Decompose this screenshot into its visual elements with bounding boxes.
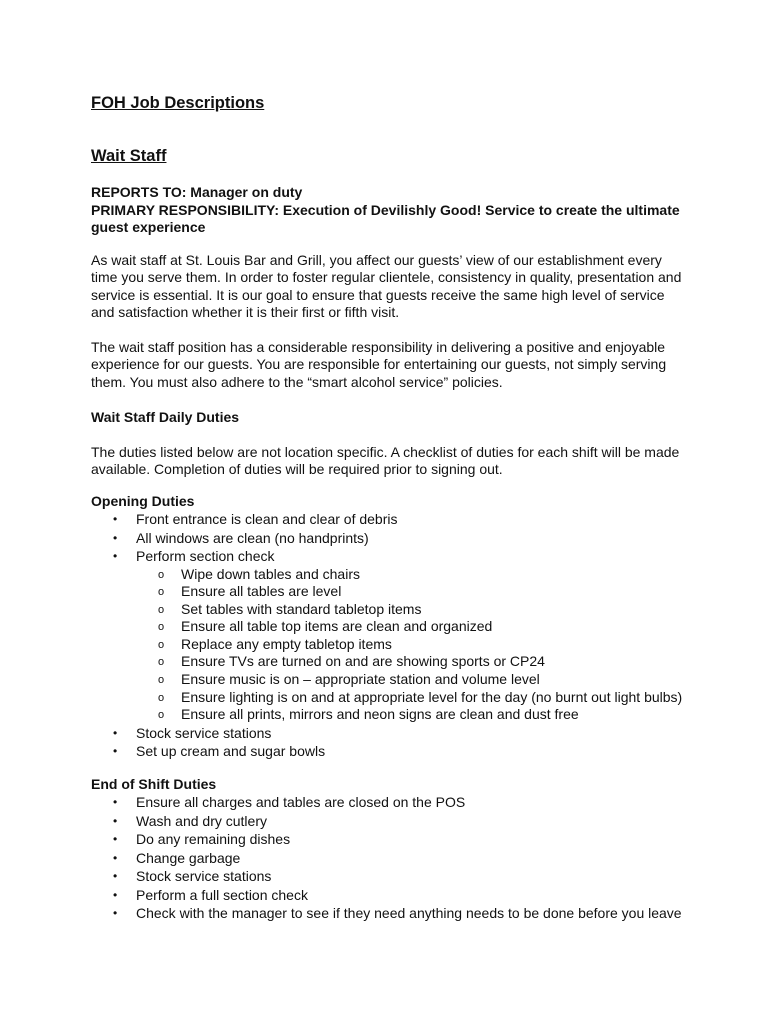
bullet-icon: • <box>113 725 118 740</box>
list-item <box>91 793 691 812</box>
sublist-item-text: Ensure TVs are turned on and are showing sports or CP24 <box>181 653 545 670</box>
sublist-item <box>136 671 691 689</box>
list-item <box>91 724 691 743</box>
bullet-icon: • <box>113 744 118 759</box>
bullet-icon: • <box>113 530 118 545</box>
bullet-icon: • <box>113 795 118 810</box>
sublist-item <box>136 653 691 671</box>
sublist-item <box>136 601 691 619</box>
list-item-text: Wash and dry cutlery <box>136 812 267 829</box>
list-item-text: Check with the manager to see if they need anything needs to be done before you leave <box>136 905 682 922</box>
daily-duties-heading: Wait Staff Daily Duties <box>91 409 240 425</box>
responsibility-paragraph: The wait staff position has a considerable responsibility in delivering a positive and enjoyable experience for our guests. You are responsible for entertaining our guests, not simply serving them. You must also adhere to the “smart alcohol service” policies. <box>91 338 667 390</box>
list-item <box>91 849 691 868</box>
circle-bullet-icon: o <box>158 603 165 616</box>
intro-paragraph: As wait staff at St. Louis Bar and Grill, you affect our guests’ view of our establishment every time you serve them. In order to foster regular clientele, consistency in quality, presentation and service is essential. It is our goal to ensure that guests receive the same high level of service and satisfaction whether it is their first or fifth visit. <box>91 251 682 320</box>
circle-bullet-icon: o <box>158 656 165 669</box>
list-item <box>91 742 691 761</box>
list-item-text: Stock service stations <box>136 724 272 741</box>
list-item <box>91 547 691 724</box>
circle-bullet-icon: o <box>158 586 165 599</box>
reports-to-line: REPORTS TO: Manager on duty <box>91 184 303 200</box>
list-item <box>91 510 691 529</box>
sublist-item-text: Ensure music is on – appropriate station and volume level <box>181 671 540 688</box>
circle-bullet-icon: o <box>158 638 165 651</box>
end-of-shift-duties-heading: End of Shift Duties <box>91 775 217 792</box>
section-title-wait-staff: Wait Staff <box>91 147 167 165</box>
list-item-text: Perform section check <box>136 548 275 564</box>
list-item-text: Stock service stations <box>136 868 272 885</box>
circle-bullet-icon: o <box>158 691 165 704</box>
bullet-icon: • <box>113 549 118 563</box>
circle-bullet-icon: o <box>158 674 165 687</box>
list-item-text: Perform a full section check <box>136 886 308 903</box>
daily-duties-paragraph: The duties listed below are not location specific. A checklist of duties for each shift will be made available. Completion of duties will be required prior to signing out. <box>91 443 680 477</box>
circle-bullet-icon: o <box>158 621 165 634</box>
sublist-item-text: Wipe down tables and chairs <box>181 565 360 582</box>
bullet-icon: • <box>113 887 118 902</box>
bullet-icon: • <box>113 869 118 884</box>
sublist-item <box>136 706 691 724</box>
section-check-sublist <box>136 566 691 724</box>
list-item <box>91 904 691 923</box>
list-item <box>91 812 691 831</box>
list-item-text: Ensure all charges and tables are closed on the POS <box>136 794 466 811</box>
list-item-text: Do any remaining dishes <box>136 831 291 848</box>
list-item <box>91 529 691 548</box>
circle-bullet-icon: o <box>158 568 165 581</box>
bullet-icon: • <box>113 832 118 847</box>
sublist-item-text: Ensure all tables are level <box>181 583 342 600</box>
opening-duties-list <box>91 510 691 761</box>
primary-responsibility-line: PRIMARY RESPONSIBILITY: Execution of Devilishly Good! Service to create the ultimate guest experience <box>91 201 680 235</box>
bullet-icon: • <box>113 813 118 828</box>
sublist-item-text: Set tables with standard tabletop items <box>181 600 422 617</box>
list-item-text: Change garbage <box>136 849 241 866</box>
sublist-item <box>136 566 691 584</box>
list-item <box>91 830 691 849</box>
list-item <box>91 867 691 886</box>
list-item-text: Front entrance is clean and clear of debris <box>136 511 398 527</box>
circle-bullet-icon: o <box>158 709 165 722</box>
bullet-icon: • <box>113 906 118 921</box>
end-of-shift-duties-list <box>91 793 691 923</box>
list-item-text: Set up cream and sugar bowls <box>136 743 326 760</box>
sublist-item <box>136 583 691 601</box>
document-page <box>91 92 691 923</box>
sublist-item <box>136 636 691 654</box>
bullet-icon: • <box>113 850 118 865</box>
sublist-item-text: Ensure all prints, mirrors and neon signs are clean and dust free <box>181 706 579 723</box>
sublist-item-text: Ensure lighting is on and at appropriate level for the day (no burnt out light bulbs) <box>181 688 683 705</box>
sublist-item-text: Replace any empty tabletop items <box>181 635 392 652</box>
sublist-item-text: Ensure all table top items are clean and organized <box>181 618 493 635</box>
list-item <box>91 886 691 905</box>
sublist-item <box>136 689 691 707</box>
opening-duties-heading: Opening Duties <box>91 492 195 509</box>
sublist-item <box>136 618 691 636</box>
document-title: FOH Job Descriptions <box>91 94 265 112</box>
bullet-icon: • <box>113 512 118 526</box>
list-item-text: All windows are clean (no handprints) <box>136 529 369 546</box>
